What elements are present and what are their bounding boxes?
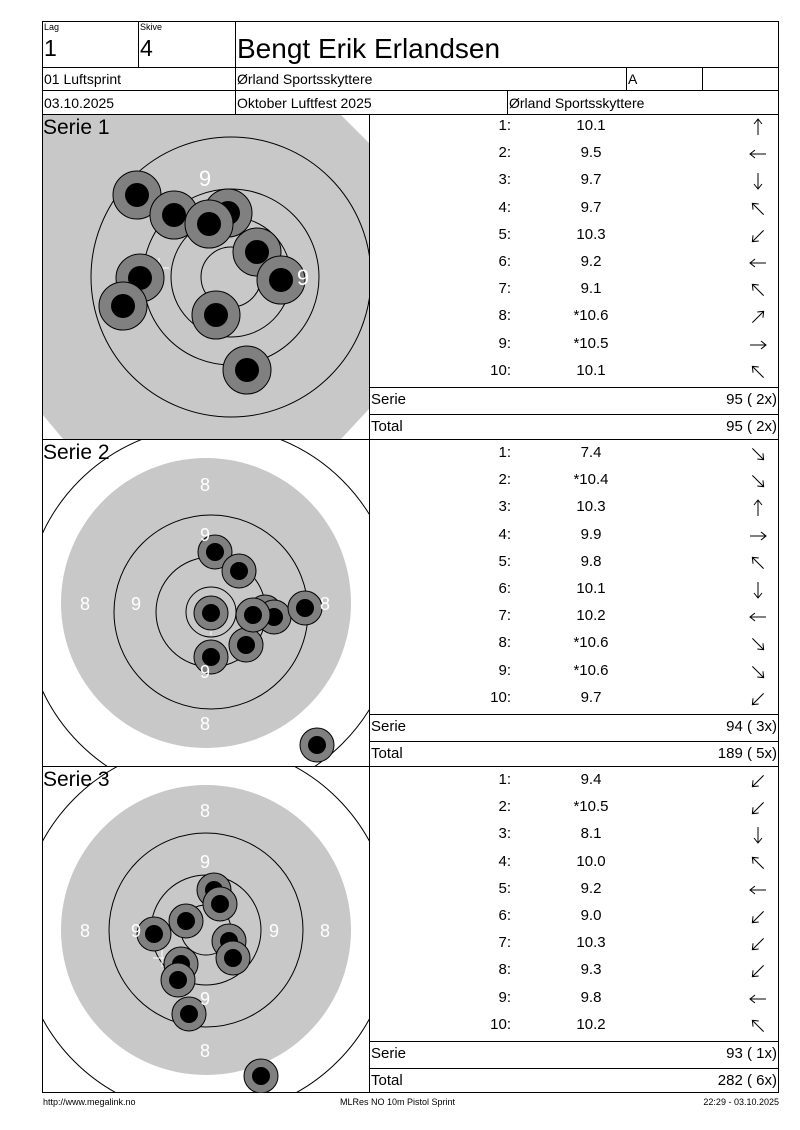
competition-name: Oktober Luftfest 2025: [237, 95, 372, 111]
shot-row: [371, 795, 779, 822]
shot-score: 10.1: [576, 361, 606, 379]
shot-score: 10.3: [576, 498, 606, 516]
ring-label: 8: [79, 594, 91, 614]
shot-score: 10.0: [576, 852, 606, 870]
lag-value: 1: [44, 35, 57, 61]
shot-hole-center: [169, 971, 187, 989]
shot-hole-center: [296, 599, 314, 617]
shot-row: [371, 931, 779, 958]
footer-url[interactable]: http://www.megalink.no: [43, 1097, 136, 1107]
total-score: 189 ( 5x): [717, 745, 777, 762]
date: 03.10.2025: [44, 95, 115, 111]
shot-row: [371, 495, 779, 522]
shot-row: [371, 604, 779, 631]
shot-row: [371, 277, 779, 304]
ring-label: 9: [199, 852, 211, 872]
shot-number: 5:: [498, 879, 511, 897]
total-score: 282 ( 6x): [717, 1072, 777, 1089]
shot-row: [371, 659, 779, 686]
shot-score: *10.6: [573, 307, 609, 325]
total-sum-row: [371, 741, 779, 768]
shot-number: 10:: [490, 361, 511, 379]
shot-hole-center: [230, 562, 248, 580]
club-name: Ørland Sportsskyttere: [237, 71, 373, 87]
ring-label: 9: [130, 921, 142, 941]
shot-number: 1:: [498, 117, 511, 134]
shot-hole-center: [252, 1067, 270, 1085]
ring-label: 8: [199, 475, 211, 495]
shot-row: [371, 822, 779, 849]
shot-score: 9.3: [580, 961, 602, 979]
shot-score: 9.8: [580, 552, 602, 570]
shot-score: 10.1: [576, 580, 606, 597]
shot-hole-center: [237, 636, 255, 654]
shot-score: 7.4: [580, 444, 602, 461]
shot-number: 9:: [498, 334, 511, 352]
shot-number: 9:: [498, 661, 511, 679]
shot-number: 8:: [498, 307, 511, 325]
skive-label: Skive: [140, 22, 163, 32]
shot-number: 4:: [498, 525, 511, 543]
section-divider: [369, 114, 370, 1093]
ring-label: 9: [296, 265, 310, 290]
serie-label: Serie: [371, 1045, 407, 1062]
direction-arrow-icon: [747, 933, 769, 955]
shot-number: 4:: [498, 852, 511, 870]
shot-score: *10.6: [573, 661, 609, 679]
shot-number: 1:: [498, 444, 511, 461]
direction-arrow-icon: [747, 879, 769, 901]
shot-row: [371, 523, 779, 550]
lag-label: Lag: [44, 22, 60, 32]
direction-arrow-icon: [747, 852, 769, 874]
serie-title: Serie 2: [43, 441, 110, 464]
shot-score: 9.2: [580, 253, 602, 270]
header-divider: [42, 90, 779, 91]
shot-score: 10.2: [576, 607, 606, 625]
shot-row: [371, 250, 779, 277]
shot-row: [371, 577, 779, 604]
shot-row: [371, 631, 779, 658]
shot-number: 8:: [498, 961, 511, 979]
organizer: Ørland Sportsskyttere: [509, 95, 645, 111]
direction-arrow-icon: [747, 552, 769, 574]
shot-score: *10.4: [573, 471, 609, 489]
shot-row: [371, 958, 779, 985]
shot-hole-center: [162, 203, 186, 227]
ring-label: 9: [130, 594, 142, 614]
shot-number: 7:: [498, 934, 511, 952]
ring-label: 9: [198, 166, 212, 191]
shot-number: 5:: [498, 225, 511, 243]
shot-score: 9.2: [580, 879, 602, 897]
shot-number: 2:: [498, 798, 511, 816]
shot-score: 10.2: [576, 1015, 606, 1033]
shot-score: 9.7: [580, 171, 602, 189]
shot-score: 9.4: [580, 771, 602, 788]
shot-score: 10.3: [576, 225, 606, 243]
shot-number: 3:: [498, 171, 511, 189]
shot-number: 9:: [498, 988, 511, 1006]
ring-label: 8: [79, 921, 91, 941]
shot-row: [371, 468, 779, 495]
shot-score: *10.5: [573, 334, 609, 352]
direction-arrow-icon: [747, 198, 769, 220]
direction-arrow-icon: [747, 661, 769, 683]
direction-arrow-icon: [747, 116, 769, 138]
direction-arrow-icon: [747, 633, 769, 655]
total-label: Total: [371, 1072, 403, 1089]
target-serie-3: [43, 767, 369, 1093]
target-serie-2: [43, 440, 369, 766]
direction-arrow-icon: [747, 170, 769, 192]
shot-row: [371, 168, 779, 195]
serie-score: 94 ( 3x): [726, 718, 777, 735]
direction-arrow-icon: [747, 279, 769, 301]
shot-row: [371, 304, 779, 331]
shot-row: [371, 441, 779, 468]
shot-number: 4:: [498, 198, 511, 216]
shot-score: 10.3: [576, 934, 606, 952]
shot-hole-center: [308, 736, 326, 754]
direction-arrow-icon: [747, 824, 769, 846]
shot-hole-center: [111, 294, 135, 318]
ring-label: 9: [199, 989, 211, 1009]
direction-arrow-icon: [747, 497, 769, 519]
ring-label: 9: [268, 921, 280, 941]
direction-arrow-icon: [747, 988, 769, 1010]
shot-hole-center: [202, 604, 220, 622]
serie-score: 95 ( 2x): [726, 391, 777, 408]
direction-arrow-icon: [747, 1015, 769, 1037]
shot-row: [371, 877, 779, 904]
event-class: 01 Luftsprint: [44, 71, 122, 87]
shot-row: [371, 223, 779, 250]
total-label: Total: [371, 745, 403, 762]
shot-hole-center: [197, 212, 221, 236]
direction-arrow-icon: [747, 579, 769, 601]
shot-score: 9.8: [580, 988, 602, 1006]
direction-arrow-icon: [747, 361, 769, 383]
shot-row: [371, 904, 779, 931]
shot-row: [371, 332, 779, 359]
shot-number: 8:: [498, 634, 511, 652]
shot-score: *10.5: [573, 798, 609, 816]
shot-row: [371, 986, 779, 1013]
shot-score: 9.7: [580, 688, 602, 706]
shot-number: 10:: [490, 688, 511, 706]
direction-arrow-icon: [747, 443, 769, 465]
shot-hole-center: [177, 912, 195, 930]
header-divider: [42, 67, 779, 68]
klasse-value: A: [628, 71, 638, 87]
header-divider: [626, 67, 627, 90]
shot-number: 2:: [498, 471, 511, 489]
shot-hole-center: [211, 895, 229, 913]
direction-arrow-icon: [747, 334, 769, 356]
direction-arrow-icon: [747, 525, 769, 547]
target-face: [61, 785, 351, 1075]
shot-hole-center: [235, 358, 259, 382]
serie-sum-row: [371, 714, 779, 741]
shot-score: 9.1: [580, 280, 602, 298]
shot-row: [371, 196, 779, 223]
shot-number: 5:: [498, 552, 511, 570]
shot-score: 9.9: [580, 525, 602, 543]
shot-row: [371, 686, 779, 713]
header-divider: [702, 67, 703, 90]
shot-hole-center: [224, 949, 242, 967]
shot-hole-center: [204, 303, 228, 327]
header-divider: [235, 21, 236, 114]
footer-software: MLRes NO 10m Pistol Sprint: [340, 1097, 456, 1107]
ring-label: 8: [319, 921, 331, 941]
direction-arrow-icon: [747, 770, 769, 792]
shot-number: 3:: [498, 825, 511, 843]
shot-row: [371, 114, 779, 141]
shot-row: [371, 141, 779, 168]
serie-label: Serie: [371, 391, 407, 408]
header-divider: [507, 90, 508, 114]
direction-arrow-icon: [747, 225, 769, 247]
shot-hole-center: [245, 240, 269, 264]
shot-score: 9.0: [580, 907, 602, 924]
serie-title: Serie 3: [43, 768, 110, 791]
serie-label: Serie: [371, 718, 407, 735]
header-divider: [138, 21, 139, 67]
skive-value: 4: [140, 35, 153, 61]
ring-label: 8: [199, 714, 211, 734]
shot-score: 9.7: [580, 198, 602, 216]
total-sum-row: [371, 1068, 779, 1095]
ring-label: 8: [319, 594, 331, 614]
shot-number: 6:: [498, 580, 511, 597]
shot-hole-center: [180, 1005, 198, 1023]
shot-number: 3:: [498, 498, 511, 516]
shot-hole-center: [244, 606, 262, 624]
serie-sum-row: [371, 387, 779, 414]
ring-label: 8: [199, 801, 211, 821]
direction-arrow-icon: [747, 688, 769, 710]
target-serie-1: [43, 115, 369, 439]
total-score: 95 ( 2x): [726, 418, 777, 435]
shot-hole-center: [125, 183, 149, 207]
ring-label: 8: [199, 1041, 211, 1061]
shot-row: [371, 359, 779, 386]
shot-hole-center: [269, 268, 293, 292]
shot-row: [371, 850, 779, 877]
serie-title: Serie 1: [43, 116, 110, 139]
shot-number: 6:: [498, 253, 511, 270]
ring-label: 9: [199, 662, 211, 682]
shot-number: 7:: [498, 280, 511, 298]
serie-score: 93 ( 1x): [726, 1045, 777, 1062]
shot-row: [371, 768, 779, 795]
shot-score: 10.1: [576, 117, 606, 134]
target-face: [43, 115, 369, 439]
direction-arrow-icon: [747, 470, 769, 492]
direction-arrow-icon: [747, 960, 769, 982]
shot-hole-center: [145, 925, 163, 943]
total-label: Total: [371, 418, 403, 435]
shot-row: [371, 550, 779, 577]
direction-arrow-icon: [747, 143, 769, 165]
shot-score: 9.5: [580, 144, 602, 162]
direction-arrow-icon: [747, 606, 769, 628]
shot-row: [371, 1013, 779, 1040]
shot-score: *10.6: [573, 634, 609, 652]
footer-timestamp: 22:29 - 03.10.2025: [703, 1097, 779, 1107]
shooter-name: Bengt Erik Erlandsen: [237, 33, 501, 64]
shot-number: 7:: [498, 607, 511, 625]
direction-arrow-icon: [747, 252, 769, 274]
direction-arrow-icon: [747, 797, 769, 819]
shot-hole-center: [206, 543, 224, 561]
shot-score: 8.1: [580, 825, 602, 843]
ring-label: 9: [199, 525, 211, 545]
shot-number: 1:: [498, 771, 511, 788]
total-sum-row: [371, 414, 779, 441]
direction-arrow-icon: [747, 906, 769, 928]
direction-arrow-icon: [747, 306, 769, 328]
shot-number: 2:: [498, 144, 511, 162]
shot-number: 10:: [490, 1015, 511, 1033]
shot-number: 6:: [498, 907, 511, 924]
serie-sum-row: [371, 1041, 779, 1068]
